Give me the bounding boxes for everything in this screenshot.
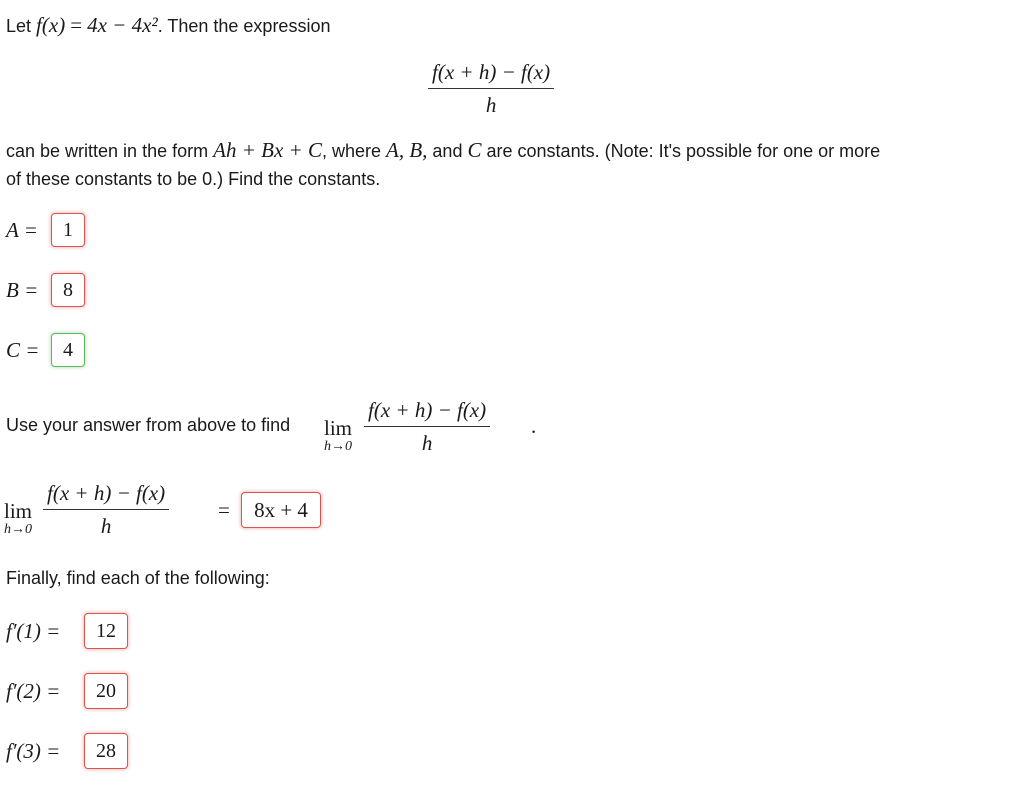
answer-fprime-2-value: 20 [96,679,116,702]
limit-answer-lim-word: lim [4,499,33,523]
answer-box-a[interactable] [51,213,85,247]
form-sentence-line2 [6,165,380,193]
form-text-2: , where [321,141,381,161]
intro-fx: f(x) [36,13,66,37]
answer-a-value: 1 [63,218,73,241]
intro-let: Let [6,16,32,36]
form-text-line2: of these constants to be 0.) Find the constants. [6,169,381,189]
intro-then: . Then the expression [157,16,331,36]
limit-answer-denominator: h [100,514,112,538]
label-fprime-1 [6,619,60,644]
answer-box-c[interactable] [51,333,85,367]
form-sentence-line1 [6,136,880,165]
form-text-1: can be written in the form [6,141,209,161]
form-constants: A, B, [386,138,428,162]
answer-box-fprime-2[interactable] [84,673,128,709]
answer-b-value: 8 [63,278,73,301]
label-fprime-2 [6,679,60,704]
label-b: B = [6,278,39,302]
intro-fx-rhs: 4x − 4x² [87,13,158,37]
limit-answer-eq: = [218,498,230,522]
label-a: A = [6,218,38,242]
limit-answer-lim-sub: h→0 [4,522,32,537]
limit-prompt-fraction [364,398,490,455]
answer-box-b[interactable] [51,273,85,307]
difference-quotient-numerator: f(x + h) − f(x) [428,60,554,89]
limit-answer-lim [4,500,32,538]
limit-answer-fraction [43,481,169,538]
limit-answer-value: 8x + 4 [254,497,308,522]
label-fprime-1-text: f′(1) = [6,619,61,643]
difference-quotient [428,60,554,117]
finally-text: Finally, find each of the following: [6,568,270,588]
answer-box-fprime-3[interactable] [84,733,128,769]
label-fprime-2-text: f′(2) = [6,679,61,703]
limit-prompt-period: . [531,414,537,438]
limit-prompt-denominator: h [421,431,433,455]
limit-answer-numerator: f(x + h) − f(x) [43,481,169,510]
answer-fprime-1-value: 12 [96,619,116,642]
form-text-3: are constants. (Note: It's possible for one or more [486,141,881,161]
answer-c-value: 4 [63,338,73,361]
form-expression: Ah + Bx + C [213,138,322,162]
difference-quotient-denominator: h [485,93,497,117]
label-fprime-3 [6,739,60,764]
limit-prompt-lim-word: lim [324,416,353,440]
answer-box-fprime-1[interactable] [84,613,128,649]
intro-line [6,11,330,40]
label-c: C = [6,338,40,362]
form-c: C [467,138,482,162]
answer-box-limit[interactable] [241,492,321,528]
limit-prompt-text: Use your answer from above to find [6,415,291,435]
limit-prompt-lim-sub: h→0 [324,439,352,454]
answer-fprime-3-value: 28 [96,739,116,762]
label-fprime-3-text: f′(3) = [6,739,61,763]
limit-prompt-lim [324,417,352,455]
intro-eq: = [70,13,83,37]
form-and: and [432,141,463,161]
limit-prompt-numerator: f(x + h) − f(x) [364,398,490,427]
